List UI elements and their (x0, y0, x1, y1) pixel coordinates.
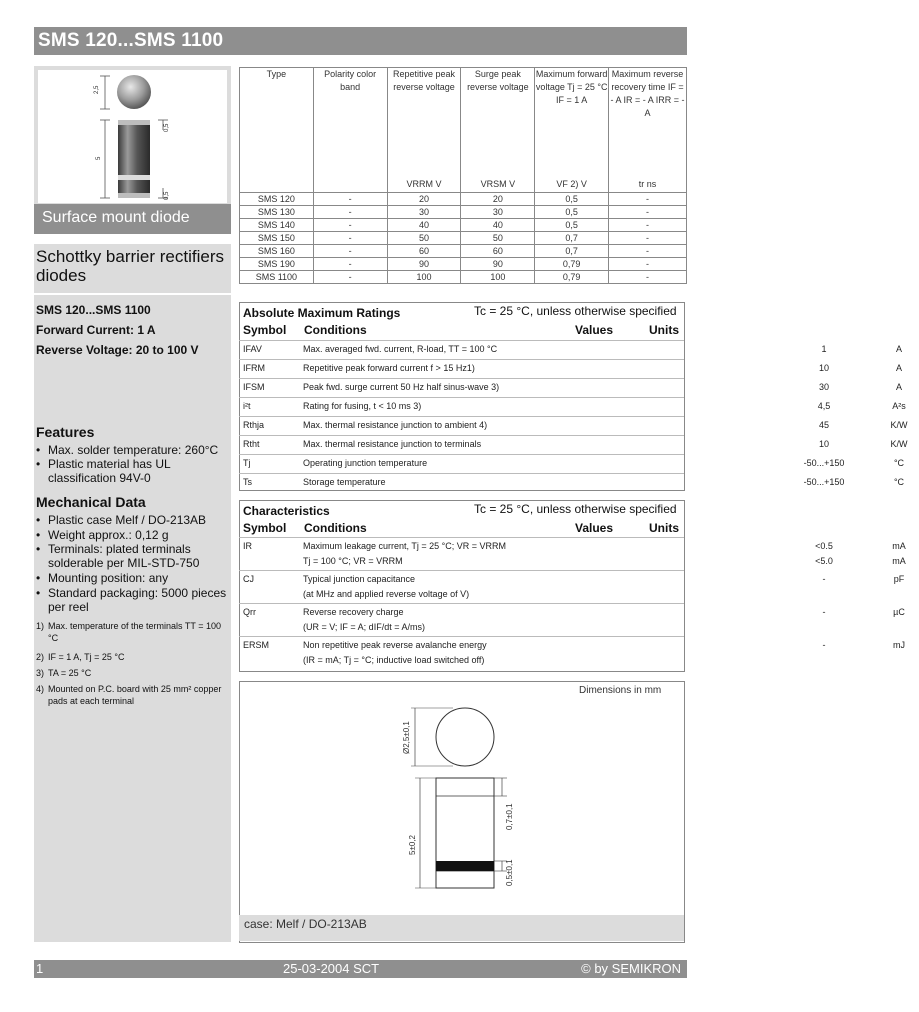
table-cell: (IR = mA; Tj = °C; inductive load switched off) (303, 655, 485, 665)
product-label-text: Surface mount diode (42, 209, 190, 226)
product-label (34, 204, 231, 234)
table-cell: 90 (461, 258, 535, 271)
mechanical-heading: Mechanical Data (36, 494, 146, 510)
table-cell: 0,5 (535, 193, 609, 206)
list-item: • Weight approx.: 0,12 g (36, 528, 169, 542)
char-title: Characteristics (243, 504, 330, 518)
table-cell: °C (893, 477, 905, 487)
dim-band: 0,5±0,1 (505, 859, 514, 886)
table-row (239, 340, 902, 360)
table-cell: - (609, 193, 687, 206)
table-cell: - (822, 607, 826, 617)
dim-end-cap: 0,7±0,1 (505, 803, 514, 830)
table-cell: (at MHz and applied reverse voltage of V) (303, 589, 470, 599)
table-cell: - (609, 258, 687, 271)
table-cell: - (313, 271, 387, 284)
table-cell: SMS 1100 (240, 271, 314, 284)
list-item: • Mounting position: any (36, 571, 169, 585)
table-cell: Tj (243, 458, 251, 468)
table-row (240, 245, 687, 258)
table-cell: Storage temperature (303, 477, 386, 487)
table-row (239, 537, 906, 571)
table-cell: 60 (461, 245, 535, 258)
table-cell: - (822, 640, 826, 650)
table-row (239, 570, 905, 604)
dim-length: 5 (96, 156, 102, 160)
table-cell: A (895, 344, 902, 354)
table-row (239, 416, 908, 436)
table-cell: 40 (387, 219, 461, 232)
footnote: 1) Max. temperature of the terminals TT = 100 °C (36, 621, 221, 643)
footnote: 3) TA = 25 °C (36, 668, 92, 678)
table-row (239, 378, 902, 398)
abs-max-h-units: Units (649, 323, 679, 337)
page-number: 1 (36, 961, 44, 976)
table-cell: K/W (890, 420, 908, 430)
table-cell: K/W (890, 439, 908, 449)
table-cell: 0,7 (535, 245, 609, 258)
table-cell: - (313, 206, 387, 219)
diode-sketch (38, 70, 227, 203)
table-cell: mA (892, 556, 906, 566)
footnote: 4) Mounted on P.C. board with 25 mm² copper pads at each terminal (36, 684, 222, 706)
table-cell: 100 (387, 271, 461, 284)
table-row (239, 454, 905, 474)
table-cell: 30 (818, 382, 829, 392)
table-cell: IR (243, 541, 252, 551)
table-cell: - (609, 206, 687, 219)
abs-max-condition: Tc = 25 °C, unless otherwise specified (474, 304, 677, 318)
table-cell: Rtht (243, 439, 260, 449)
abs-max-title: Absolute Maximum Ratings (243, 306, 401, 320)
table-cell: A (895, 363, 902, 373)
table-cell: IFSM (243, 382, 265, 392)
table-cell: °C (893, 458, 905, 468)
table-cell: SMS 120 (240, 193, 314, 206)
features-heading: Features (36, 424, 95, 440)
table-cell: Repetitive peak forward current f > 15 Hz1) (303, 363, 475, 373)
table-cell: Operating junction temperature (303, 458, 428, 468)
table-row (239, 603, 905, 637)
table-cell: Maximum leakage current, Tj = 25 °C; VR = VRRM (303, 541, 507, 551)
abs-max-h-symbol: Symbol (243, 323, 287, 337)
product-subtitle: Schottky barrier rectifiers diodes (36, 247, 224, 285)
table-row (239, 636, 905, 670)
table-cell: <0.5 (815, 541, 833, 551)
table-cell: Non repetitive peak reverse avalanche energy (303, 640, 487, 650)
table-cell: SMS 130 (240, 206, 314, 219)
table-cell: 0,5 (535, 206, 609, 219)
spec-series: SMS 120...SMS 1100 (36, 303, 151, 317)
list-item: • Plastic case Melf / DO-213AB (36, 513, 207, 527)
footnote: 2) IF = 1 A, Tj = 25 °C (36, 652, 125, 662)
table-cell: Typical junction capacitance (303, 574, 416, 584)
table-row (239, 473, 905, 493)
table-cell: 40 (461, 219, 535, 232)
spec-reverse-voltage: Reverse Voltage: 20 to 100 V (36, 343, 199, 357)
table-cell: pF (893, 574, 905, 584)
table-cell: Tj = 100 °C; VR = VRRM (303, 556, 403, 566)
table-cell: 45 (818, 420, 829, 430)
table-cell: SMS 150 (240, 232, 314, 245)
dim-end-2: 0,5 (164, 191, 170, 200)
char-h-symbol: Symbol (243, 521, 287, 535)
table-cell: Qrr (243, 607, 256, 617)
table-cell: 0,7 (535, 232, 609, 245)
table-cell: - (313, 219, 387, 232)
table-row (239, 435, 908, 455)
title-bar (34, 27, 687, 55)
table-cell: Max. averaged fwd. current, R-load, TT = 100 °C (303, 344, 498, 354)
table-cell: 0,79 (535, 258, 609, 271)
char-condition: Tc = 25 °C, unless otherwise specified (474, 502, 677, 516)
table-cell: - (313, 245, 387, 258)
table-cell: - (822, 574, 826, 584)
table-cell: (UR = V; IF = A; dIF/dt = A/ms) (303, 622, 425, 632)
table-cell: A²s (892, 401, 906, 411)
table-cell: - (313, 258, 387, 271)
table-cell: 20 (387, 193, 461, 206)
list-item: • Terminals: plated terminals solderable per MIL-STD-750 (36, 542, 200, 570)
table-row (239, 397, 906, 417)
diode-image (38, 70, 227, 203)
footer-copyright: © by SEMIKRON (581, 961, 681, 976)
table-cell: 0,5 (535, 219, 609, 232)
dim-length-full: 5±0,2 (408, 835, 417, 855)
table-cell: CJ (243, 574, 254, 584)
table-cell: -50...+150 (803, 458, 845, 468)
table-cell: - (609, 271, 687, 284)
table-cell: - (609, 219, 687, 232)
list-item: • Plastic material has UL classification 94V-0 (36, 457, 171, 485)
table-cell: mA (892, 541, 906, 551)
col-header: Polarity color band (313, 68, 387, 193)
col-header: Maximum reverse recovery time IF = - A IR = - A IRR = - A tr ns (609, 68, 687, 193)
table-cell: Reverse recovery charge (303, 607, 404, 617)
char-h-units: Units (649, 521, 679, 535)
table-row (239, 359, 902, 379)
table-cell: 30 (461, 206, 535, 219)
char-h-conditions: Conditions (304, 521, 367, 535)
abs-max-h-values: Values (575, 323, 614, 337)
table-cell: 10 (818, 439, 829, 449)
table-cell: IFAV (243, 344, 262, 354)
table-row (240, 271, 687, 284)
table-cell: Max. thermal resistance junction to ambient 4) (303, 420, 488, 430)
table-cell: 10 (818, 363, 829, 373)
table-cell: Peak fwd. surge current 50 Hz half sinus-wave 3) (303, 382, 500, 392)
col-header: Repetitive peak reverse voltage VRRM V (387, 68, 461, 193)
package-drawing (395, 690, 515, 915)
table-row (240, 206, 687, 219)
table-cell: Max. thermal resistance junction to terminals (303, 439, 482, 449)
table-cell: i²t (243, 401, 251, 411)
table-cell: 4,5 (817, 401, 831, 411)
table-cell: Rating for fusing, t < 10 ms 3) (303, 401, 422, 411)
table-cell: 0,79 (535, 271, 609, 284)
table-cell: 50 (461, 232, 535, 245)
abs-max-h-conditions: Conditions (304, 323, 367, 337)
table-cell: mJ (893, 640, 905, 650)
char-h-values: Values (575, 521, 614, 535)
table-cell: 90 (387, 258, 461, 271)
table-cell: Rthja (243, 420, 265, 430)
table-cell: -50...+150 (803, 477, 845, 487)
dimensions-label: Dimensions in mm (579, 685, 662, 696)
table-cell: A (895, 382, 902, 392)
dim-circle: Ø2,5±0,1 (402, 721, 411, 754)
col-header: Type (240, 68, 314, 193)
table-cell: - (313, 232, 387, 245)
table-cell: <5.0 (815, 556, 833, 566)
table-cell: SMS 140 (240, 219, 314, 232)
table-cell: ERSM (243, 640, 270, 650)
table-cell: - (609, 245, 687, 258)
table-row (240, 258, 687, 271)
table-cell: SMS 190 (240, 258, 314, 271)
table-cell: 60 (387, 245, 461, 258)
list-item: • Standard packaging: 5000 pieces per reel (36, 586, 227, 614)
list-item: • Max. solder temperature: 260°C (36, 443, 219, 457)
table-cell: Ts (243, 477, 252, 487)
table-row (240, 219, 687, 232)
table-cell: - (609, 232, 687, 245)
table-cell: IFRM (243, 363, 265, 373)
type-table (239, 67, 687, 284)
dim-diameter: 2,5 (94, 85, 100, 94)
table-cell: 30 (387, 206, 461, 219)
table-cell: µC (893, 607, 905, 617)
table-row (240, 193, 687, 206)
col-header: Maximum forward voltage Tj = 25 °C IF = 1 A VF 2) V (535, 68, 609, 193)
table-cell: 20 (461, 193, 535, 206)
footer-bar (34, 960, 687, 978)
table-row (240, 232, 687, 245)
page-title: SMS 120...SMS 1100 (38, 30, 224, 51)
spec-forward-current: Forward Current: 1 A (36, 323, 156, 337)
table-cell: SMS 160 (240, 245, 314, 258)
table-cell: 100 (461, 271, 535, 284)
footer-date: 25-03-2004 SCT (283, 961, 380, 976)
table-cell: 1 (821, 344, 827, 354)
case-label: case: Melf / DO-213AB (244, 917, 367, 931)
table-cell: - (313, 193, 387, 206)
col-header: Surge peak reverse voltage VRSM V (461, 68, 535, 193)
dim-end: 0,5 (164, 123, 170, 132)
table-cell: 50 (387, 232, 461, 245)
